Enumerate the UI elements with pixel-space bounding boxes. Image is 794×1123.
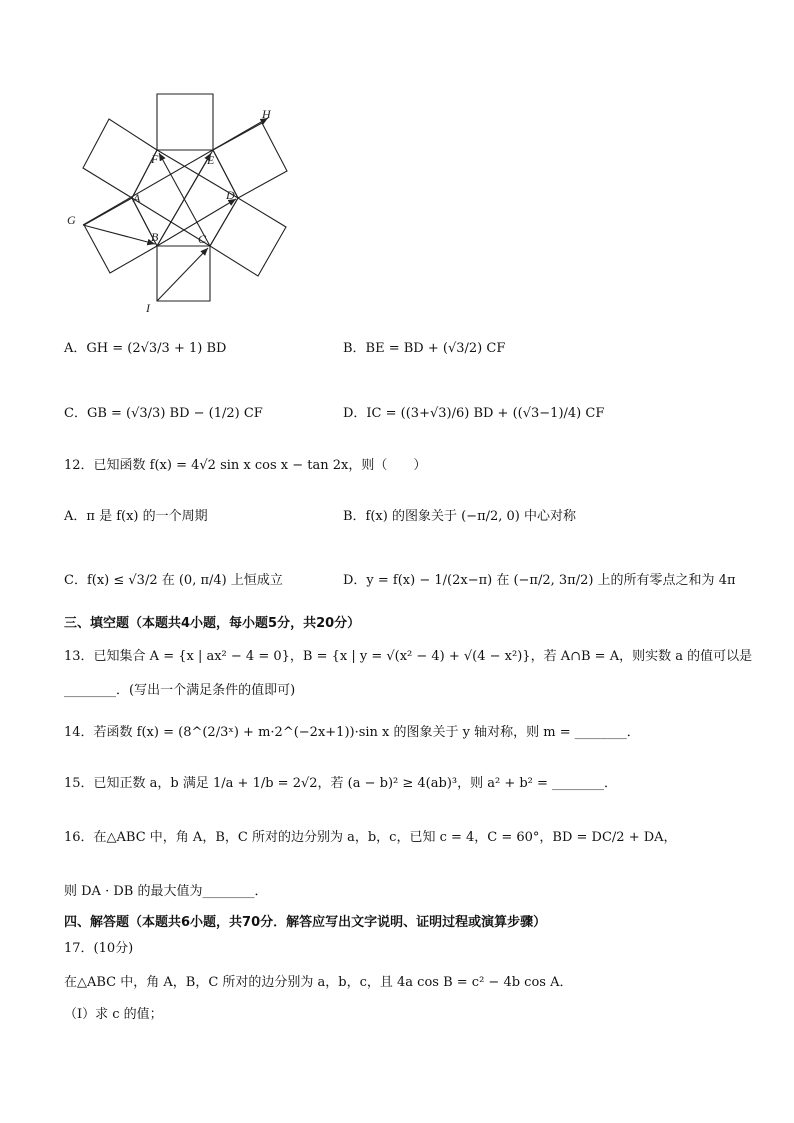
q13-line2: ________．(写出一个满足条件的值即可) (64, 683, 296, 698)
q11-option-a: A．GH = (2√3/3 + 1) BD (64, 341, 227, 356)
q16-line2: 则 DA · DB 的最大值为________． (64, 884, 268, 899)
label-H: H (262, 107, 271, 121)
q12-option-b: B．f(x) 的图象关于 (−π/2, 0) 中心对称 (343, 509, 577, 524)
square-top (157, 94, 213, 150)
label-E: E (207, 153, 215, 167)
label-F: F (151, 152, 159, 166)
geometry-figure (60, 88, 310, 318)
q11-option-c: C．GB = (√3/3) BD − (1/2) CF (64, 406, 263, 421)
q17-head: 17．(10分) (64, 941, 134, 956)
square-left-top (83, 119, 157, 198)
vector-IC (157, 248, 208, 301)
q17-text: 在△ABC 中，角 A，B，C 所对的边分别为 a，b，c，且 4a cos B = c² − 4b cos A． (64, 975, 573, 990)
q11-option-d: D．IC = ((3+√3)/6) BD + ((√3−1)/4) CF (343, 406, 605, 421)
label-B: B (151, 230, 159, 244)
label-C: C (198, 232, 207, 246)
vector-GH (83, 118, 268, 225)
q12-option-c: C．f(x) ≤ √3/2 在 (0, π/4) 上恒成立 (64, 573, 283, 588)
q13-line1: 13．已知集合 A = {x | ax² − 4 = 0}，B = {x | y = √(x² − 4) + √(4 − x²)}，若 A∩B = A，则实数 a 的值可以是 (64, 649, 753, 664)
section-3-title: 三、填空题（本题共4小题，每小题5分，共20分） (64, 616, 361, 631)
square-right-top (213, 123, 287, 198)
q12-stem: 12．已知函数 f(x) = 4√2 sin x cos x − tan 2x，则（ ） (64, 458, 427, 473)
square-right-bottom (210, 198, 286, 276)
q12-option-d: D．y = f(x) − 1/(2x−π) 在 (−π/2, 3π/2) 上的所有零点之和为 4π (343, 573, 736, 588)
q17-part1: （Ⅰ）求 c 的值； (64, 1007, 163, 1022)
label-G: G (67, 213, 76, 227)
section-4-title: 四、解答题（本题共6小题，共70分．解答应写出文字说明、证明过程或演算步骤） (64, 915, 547, 930)
q16-line1: 16．在△ABC 中，角 A，B，C 所对的边分别为 a，b，c，已知 c = 4，C = 60°，BD = DC/2 + DA， (64, 830, 677, 845)
label-A: A (133, 191, 141, 205)
label-D: D (226, 188, 235, 202)
q11-option-b: B．BE = BD + (√3/2) CF (343, 341, 506, 356)
vector-GB (83, 225, 155, 244)
q12-option-a: A．π 是 f(x) 的一个周期 (64, 509, 208, 524)
q15-text: 15．已知正数 a，b 满足 1/a + 1/b = 2√2，若 (a − b)² ≥ 4(ab)³，则 a² + b² = ________． (64, 776, 618, 791)
q14-text: 14．若函数 f(x) = (8^(2/3ˣ) + m·2^(−2x+1))·sin x 的图象关于 y 轴对称，则 m = ________． (64, 725, 640, 740)
label-I: I (146, 301, 150, 315)
square-left-bottom (84, 198, 157, 273)
